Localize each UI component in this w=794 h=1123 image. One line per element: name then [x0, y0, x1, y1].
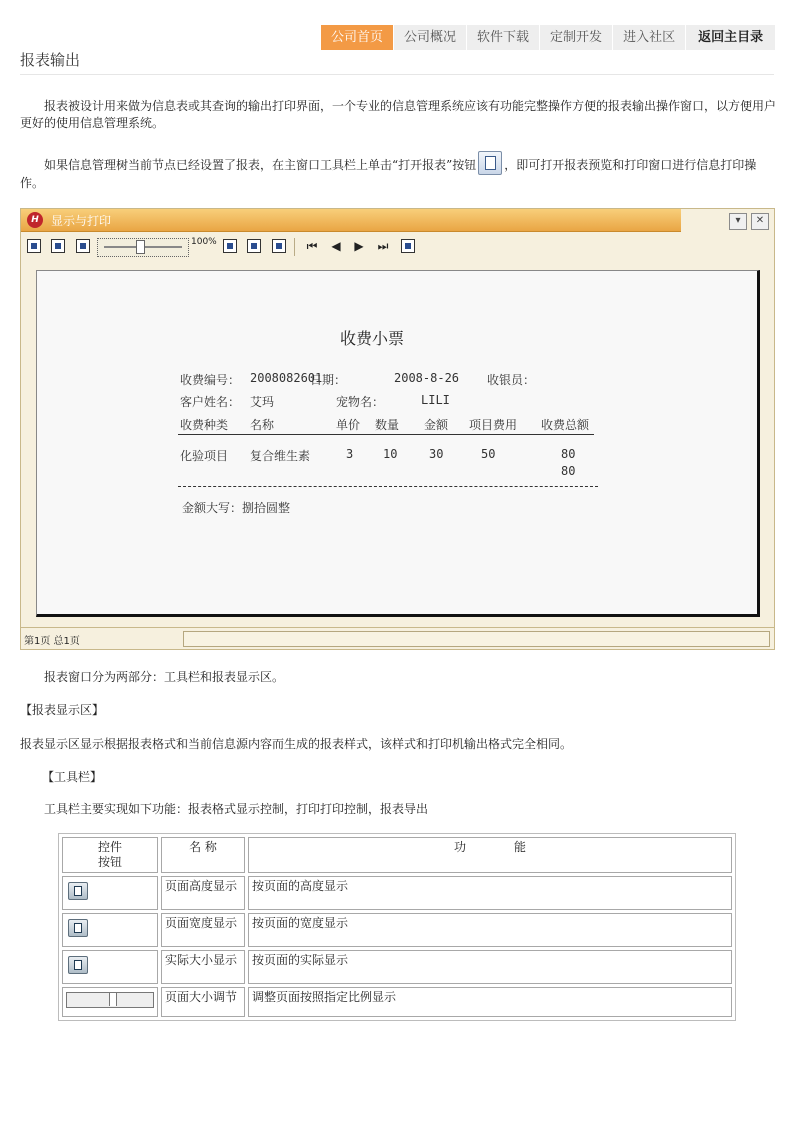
page-width-icon: [68, 919, 88, 937]
receipt-header-type: 收费种类: [180, 418, 229, 432]
minimize-button[interactable]: ▾: [729, 213, 747, 230]
first-page-icon[interactable]: ⏮: [306, 239, 318, 253]
header-underline: [178, 434, 594, 435]
page-title: 报表输出: [20, 51, 81, 69]
toolbar-text: 工具栏主要实现如下功能：报表格式显示控制，打印打印控制，报表导出: [44, 802, 429, 816]
actual-size-icon: [68, 956, 88, 974]
receipt-cashier-label: 收银员：: [487, 373, 536, 387]
receipt-no: 2008082601: [250, 371, 323, 385]
slider-thumb[interactable]: [136, 240, 145, 254]
control-cell: [62, 987, 158, 1017]
report-window: [20, 208, 775, 650]
next-page-icon[interactable]: ▶: [354, 239, 364, 253]
page-height-icon[interactable]: [27, 239, 41, 253]
receipt-cell-type: 化验项目: [180, 449, 229, 463]
receipt-header-amount: 金额: [424, 418, 449, 432]
toolbar-function-table: [58, 833, 736, 1021]
name-cell: 页面高度显示: [161, 876, 245, 910]
receipt-cell-price: 3: [346, 447, 354, 461]
zoom-slider-icon: [66, 992, 154, 1008]
page-height-icon: [68, 882, 88, 900]
table-header-row: [62, 837, 732, 873]
name-cell: 实际大小显示: [161, 950, 245, 984]
receipt-date-label: 日期：: [310, 373, 347, 387]
toolbar-separator: [294, 238, 295, 256]
prev-page-icon[interactable]: ◀: [331, 239, 341, 253]
page-width-icon[interactable]: [51, 239, 65, 253]
receipt-header-qty: 数量: [375, 418, 400, 432]
display-area-text: 报表显示区显示根据报表格式和当前信息源内容而生成的报表样式，该样式和打印机输出格式完全相同。: [20, 737, 573, 751]
toolbar-heading: 【工具栏】: [42, 770, 103, 784]
zoom-level: 100%: [191, 237, 217, 247]
print-setup-icon[interactable]: [223, 239, 237, 253]
receipt-sum: 80: [561, 464, 576, 478]
last-page-icon[interactable]: ⏭: [377, 239, 389, 253]
intro-text-1: 报表被设计用来做为信息表或其查询的输出打印界面，一个专业的信息管理系统应该有功能完整操作方便的报表输出操作窗口，以方便用户更好的使用信息管理系统。: [20, 99, 777, 130]
receipt-cell-name: 复合维生素: [250, 449, 311, 463]
display-area-heading: 【报表显示区】: [20, 703, 105, 717]
table-row: [62, 913, 732, 947]
top-nav: [321, 25, 776, 50]
table-row: [62, 876, 732, 910]
receipt-cell-qty: 10: [383, 447, 398, 461]
control-cell: [62, 876, 158, 910]
print-range-icon[interactable]: [272, 239, 286, 253]
header-function: 功 能: [248, 837, 732, 873]
close-button[interactable]: ✕: [751, 213, 769, 230]
window-title: 显示与打印: [51, 214, 112, 228]
nav-custom-dev[interactable]: 定制开发: [540, 25, 612, 50]
open-report-icon: [478, 151, 502, 175]
function-cell: 调整页面按照指定比例显示: [248, 987, 732, 1017]
function-cell: 按页面的实际显示: [248, 950, 732, 984]
receipt-title: 收费小票: [340, 329, 405, 348]
zoom-slider[interactable]: [97, 238, 189, 257]
report-toolbar: [21, 233, 774, 261]
receipt-header-item-fee: 项目费用: [469, 418, 518, 432]
receipt-cell-item-fee: 50: [481, 447, 496, 461]
header-name: 名 称: [161, 837, 245, 873]
status-field: [183, 631, 770, 647]
nav-back-main[interactable]: 返回主目录: [686, 25, 775, 50]
table-row: [62, 987, 732, 1017]
receipt-dashed-line: [178, 486, 598, 487]
function-cell: 按页面的宽度显示: [248, 913, 732, 947]
window-titlebar: [21, 209, 681, 232]
control-cell: [62, 913, 158, 947]
table-row: [62, 950, 732, 984]
receipt-cell-amount: 30: [429, 447, 444, 461]
header-control: 控件 按钮: [62, 837, 158, 873]
receipt-pet: LILI: [421, 393, 450, 407]
title-divider: [20, 74, 774, 75]
name-cell: 页面大小调节: [161, 987, 245, 1017]
nav-software-download[interactable]: 软件下载: [467, 25, 539, 50]
nav-home[interactable]: 公司首页: [321, 25, 393, 50]
nav-community[interactable]: 进入社区: [613, 25, 685, 50]
receipt-customer-label: 客户姓名：: [180, 395, 241, 409]
receipt-customer: 艾玛: [250, 395, 275, 409]
name-cell: 页面宽度显示: [161, 913, 245, 947]
intro-paragraph-2: [20, 151, 776, 192]
report-display-area: [36, 270, 760, 617]
receipt-amount-words: 金额大写：捌拾圆整: [182, 501, 291, 515]
intro-paragraph-1: [20, 98, 776, 132]
nav-company-overview[interactable]: 公司概况: [394, 25, 466, 50]
receipt-header-name: 名称: [250, 418, 275, 432]
page-counter: 第1页 总1页: [24, 636, 80, 647]
receipt-header-price: 单价: [336, 418, 361, 432]
app-logo-icon: H: [27, 212, 43, 228]
intro-text-2b: ，即可打开报表预览和打印窗口进行信息打印操作。: [20, 158, 757, 190]
receipt-header-total: 收费总额: [541, 418, 590, 432]
actual-size-icon[interactable]: [76, 239, 90, 253]
window-parts-text: 报表窗口分为两部分：工具栏和报表显示区。: [44, 670, 285, 684]
function-cell: 按页面的高度显示: [248, 876, 732, 910]
receipt-no-label: 收费编号：: [180, 373, 241, 387]
intro-text-2a: 如果信息管理树当前节点已经设置了报表，在主窗口工具栏上单击“打开报表”按钮: [44, 158, 477, 172]
receipt-cell-total: 80: [561, 447, 576, 461]
print-icon[interactable]: [247, 239, 261, 253]
receipt-pet-label: 宠物名：: [336, 395, 385, 409]
export-icon[interactable]: [401, 239, 415, 253]
status-bar: [21, 627, 774, 650]
receipt-date: 2008-8-26: [394, 371, 460, 385]
control-cell: [62, 950, 158, 984]
